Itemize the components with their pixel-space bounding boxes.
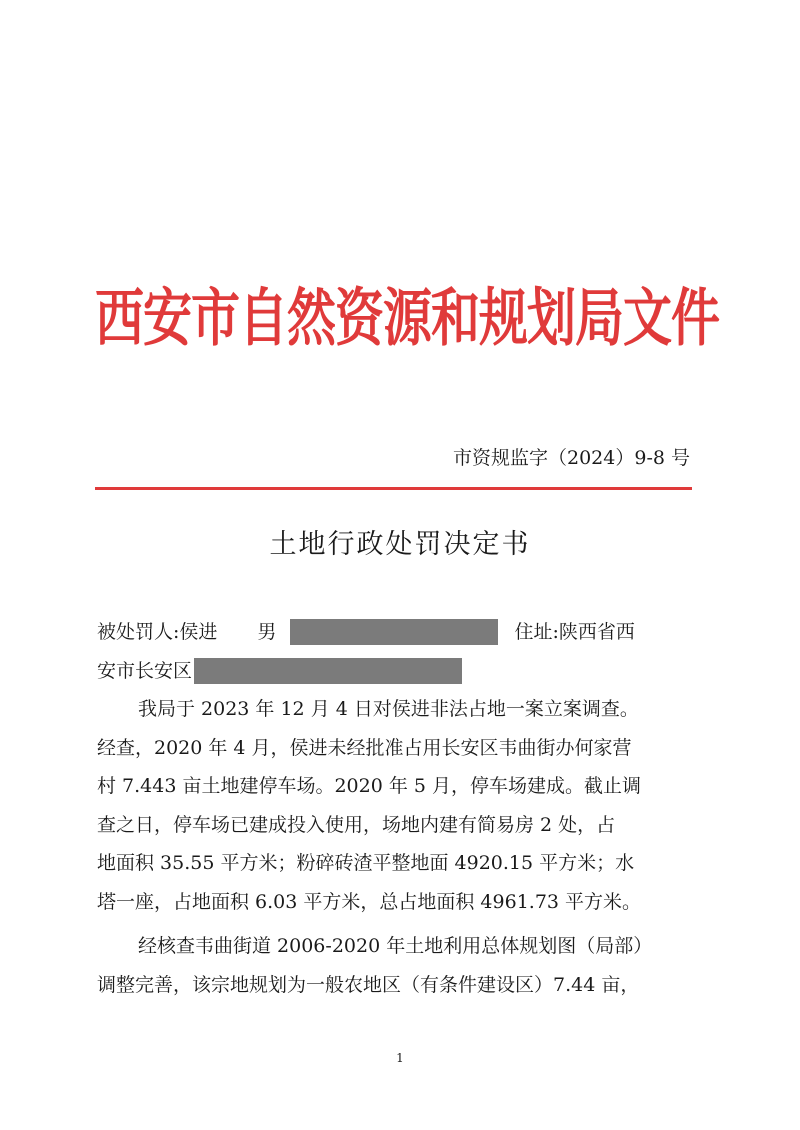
agency-letterhead: 西安市自然资源和规划局文件: [95, 282, 720, 356]
paragraph-line: 查之日，停车场已建成投入使用，场地内建有简易房 2 处，占: [97, 813, 616, 836]
party-label: 被处罚人:: [97, 621, 180, 643]
paragraph-line: 村 7.443 亩土地建停车场。2020 年 5 月，停车场建成。截止调: [97, 775, 642, 797]
page-number: 1: [396, 1051, 404, 1065]
document-body: [97, 613, 697, 1004]
address-label: 住址:: [514, 621, 559, 643]
redaction-block: [194, 658, 462, 684]
paragraph-line: 经核查韦曲街道 2006-2020 年土地利用总体规划图（局部）: [138, 935, 653, 957]
address-text: 陕西省西: [558, 621, 635, 643]
address-text-continued: 安市长安区: [97, 659, 193, 682]
paragraph-line: 经查，2020 年 4 月，侯进未经批准占用长安区韦曲街办何家营: [97, 736, 632, 759]
paragraph-line: 我局于 2023 年 12 月 4 日对侯进非法占地一案立案调查。: [138, 698, 639, 720]
document-number: 市资规监字（2024）9-8 号: [453, 447, 690, 469]
document-title: 土地行政处罚决定书: [269, 529, 531, 560]
redaction-block: [290, 619, 498, 645]
red-divider-rule: [95, 487, 692, 490]
paragraph-line: 塔一座，占地面积 6.03 平方米，总占地面积 4961.73 平方米。: [97, 890, 642, 913]
party-gender: 男: [257, 621, 277, 643]
address-line: [97, 652, 697, 691]
party-name: 侯进: [179, 621, 218, 643]
party-line: [97, 613, 697, 652]
paragraph-line: 地面积 35.55 平方米；粉碎砖渣平整地面 4920.15 平方米；水: [97, 852, 635, 874]
paragraph-line: 调整完善，该宗地规划为一般农地区（有条件建设区）7.44 亩，: [97, 973, 640, 996]
